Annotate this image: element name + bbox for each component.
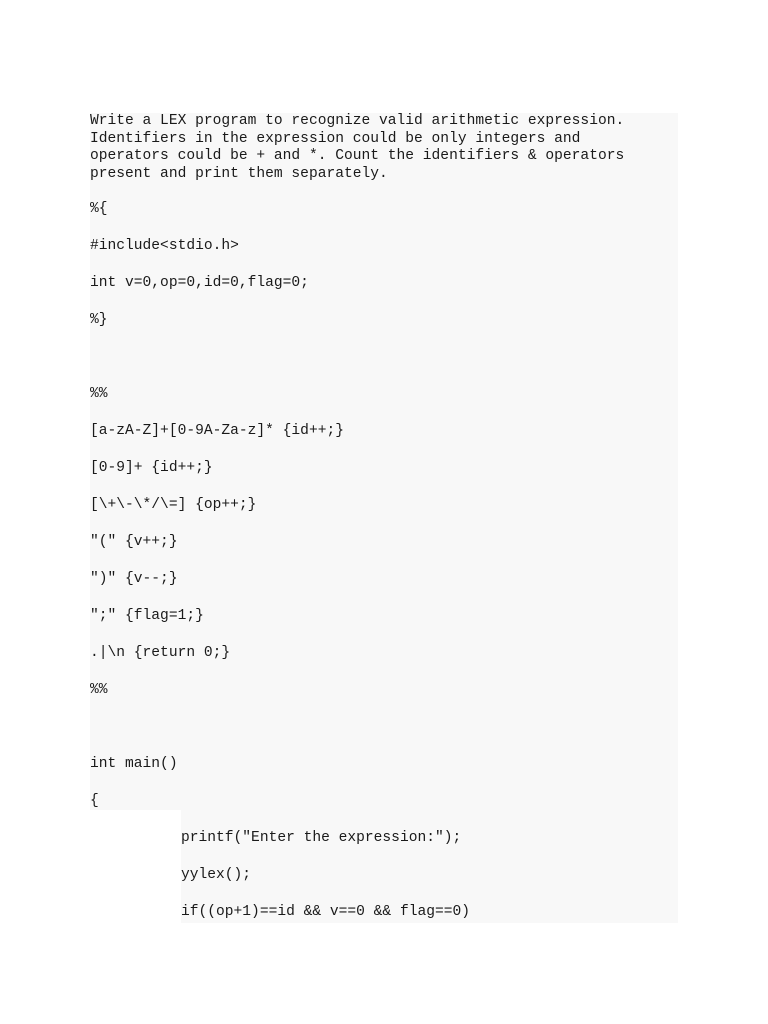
code-line: #include<stdio.h>: [90, 238, 239, 254]
intro-line: Identifiers in the expression could be only integers and: [90, 130, 581, 147]
code-line: "(" {v++;}: [90, 534, 178, 550]
code-line: int v=0,op=0,id=0,flag=0;: [90, 275, 309, 291]
code-line: %{: [90, 201, 108, 217]
code-line: printf("Enter the expression:");: [181, 830, 462, 846]
code-line: [\+\-\*/\=] {op++;}: [90, 497, 257, 513]
code-line: %%: [90, 682, 108, 698]
code-line: [0-9]+ {id++;}: [90, 460, 213, 476]
code-line: ")" {v--;}: [90, 571, 178, 587]
code-line: int main(): [90, 756, 178, 772]
code-line: {: [90, 793, 99, 809]
code-line: ";" {flag=1;}: [90, 608, 204, 624]
code-listing: [90, 113, 678, 923]
intro-line: present and print them separately.: [90, 165, 388, 182]
code-line: [a-zA-Z]+[0-9A-Za-z]* {id++;}: [90, 423, 344, 439]
intro-line: Write a LEX program to recognize valid arithmetic expression.: [90, 113, 625, 129]
code-line: .|\n {return 0;}: [90, 645, 231, 661]
code-line: yylex();: [181, 867, 252, 883]
code-line: %}: [90, 312, 108, 328]
code-line: if((op+1)==id && v==0 && flag==0): [181, 904, 471, 920]
code-line: %%: [90, 386, 108, 402]
intro-line: operators could be + and *. Count the identifiers & operators: [90, 148, 625, 164]
